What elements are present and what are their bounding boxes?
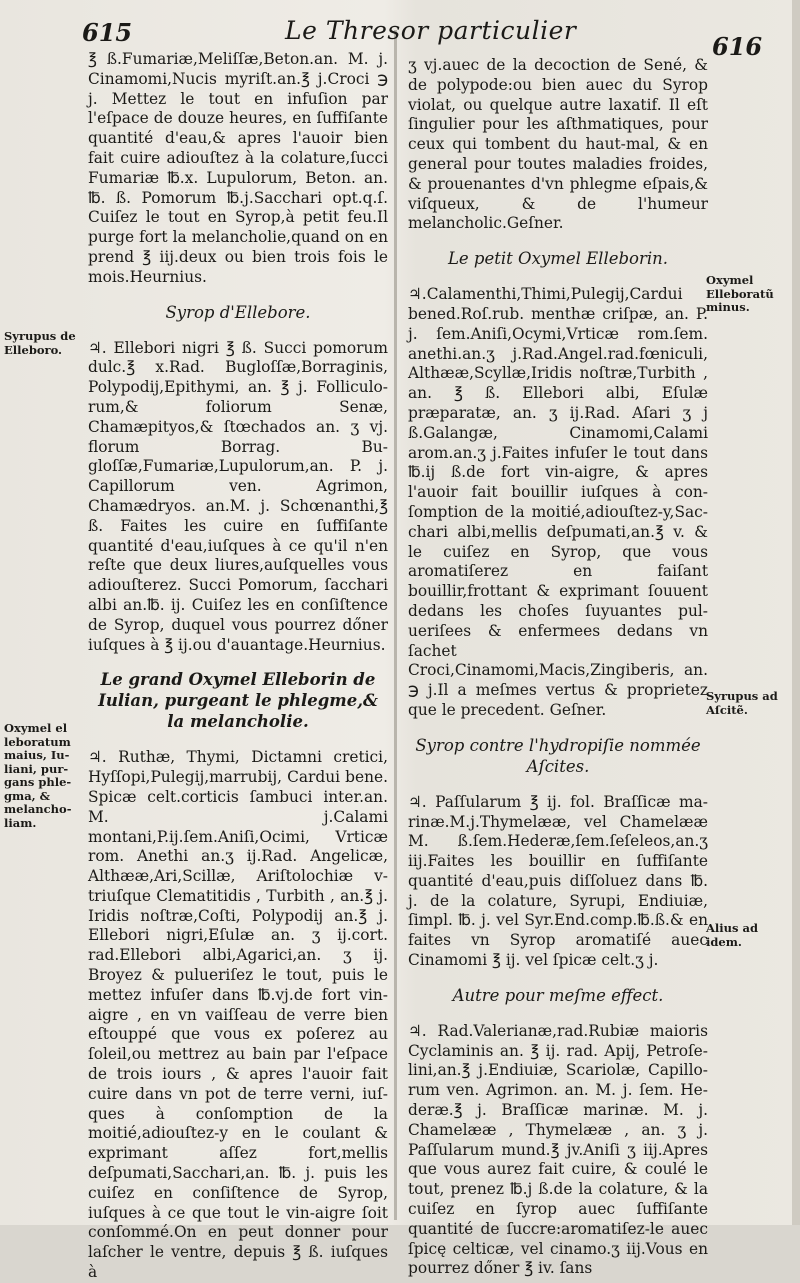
page-number-right: 616 xyxy=(712,32,763,61)
paragraph: ʒ vj.auec de la decoction de Sené, & de polypode:ou bien auec du Syrop violat, ou quelque autre laxatif. Il eſt ſingulier pour les aſthmatiques, pour ceux qui tombent du haut-mal, & en general pour toutes maladies froides, & prouenantes d'vn phlegme eſpais,& viſqueux, & de l'humeur melancholic.Geſner. xyxy=(408,56,708,233)
section-heading: Syrop contre l'hydropiſie nommée Aſcites. xyxy=(415,735,701,776)
section-heading: Syrop d'Ellebore. xyxy=(165,302,311,322)
page-gutter xyxy=(394,30,397,1220)
page-edge xyxy=(792,0,800,1225)
running-title: Le Thresor particulier xyxy=(285,16,577,45)
paragraph: ♃.Calamenthi,Thimi,Pulegij,Cardui bened.Roſ.rub. menthæ criſpæ, an. P. j. ſem.Aniſi,Ocymi,Vrticæ rom.ſem. anethi.an.ʒ j.Rad.Angel.rad.fœniculi, Althææ,Scyllæ,Iridis noſtræ,Turbith , an. ℥ ß. Ellebori albi, Eſulæ præparatæ, an. ʒ ij.Rad. Aſari ʒ j ß.Galangæ, Cinamomi,Calami arom.an.ʒ j.Faites infuſer le tout dans ℔.ij ß.de fort vin-aigre, & apres l'auoir fait bouillir iuſques à conſomption de la moitié,adiouſtez-y,Sacchari albi,mellis deſpumati,an.℥ v. & le cuiſez en Syrop, que vous aromatiſerez en faiſant bouillir,frottant & exprimant ſouuent dedans les choſes ſuyuantes pulueriſees & enfermees dedans vn ſachet Croci,Cinamomi,Macis,Zingiberis, an. ℈ j.Il a meſmes vertus & proprietez que le precedent. Geſner. xyxy=(408,285,708,719)
margin-note: Alius ad idem. xyxy=(706,921,758,949)
section-heading: Le petit Oxymel Elleborin. xyxy=(447,249,669,269)
margin-note: Oxymel Elleboratũ minus. xyxy=(706,273,774,314)
left-column xyxy=(88,50,388,1283)
right-column xyxy=(408,56,708,1279)
paragraph: ℥ ß.Fumariæ,Meliſſæ,Beton.an. M. j. Cinamomi,Nucis myriſt.an.℥ j.Croci ℈ j. Mettez le tout en infuſion par l'eſpace de douze heures, en ſuffiſante quantité d'eau,& apres l'auoir bien fait cuire adiouſtez à la colature,ſucci Fumariæ ℔.x. Lupulorum, Beton. an. ℔. ß. Pomorum ℔.j.Sacchari opt.q.ſ. Cuiſez le tout en Syrop,à petit feu.Il purge fort la melancholie,quand on en prend ℥ iij.deux ou bien trois fois le mois.Heurnius. xyxy=(88,50,388,286)
margin-note: Oxymel el leboratum maius, Iuliani, purgans phlegma, & melancholiam. xyxy=(4,721,72,830)
section-heading: Le grand Oxymel Elleborin de Iulian, purgeant le phlegme,& la melancholie. xyxy=(98,670,378,732)
paragraph: ♃. Ruthæ, Thymi, Dictamni cretici, Hyſſopi,Pulegij,marrubij, Cardui bene. Spicæ celt.corticis ſambuci inter.an. M. j.Calami montani,P.ij.ſem.Aniſi,Ocimi, Vrticæ rom. Anethi an.ʒ ij.Rad. Angelicæ, Althææ,Ari,Scillæ, Ariſtolochiæ vtriuſque Clematitidis , Turbith , an.℥ j. Iridis noſtræ,Coſti, Polypodij an.℥ j. Ellebori nigri,Eſulæ an. ʒ ij.cort. rad.Ellebori albi,Agarici,an. ʒ ij. Broyez & pulueriſez le tout, puis le mettez infuſer dans ℔.vj.de fort vin-aigre , en vn vaiſſeau de verre bien eſtouppé que vous ex poſerez au ſoleil,ou mettrez au bain par l'eſpace de trois iours , & apres l'auoir fait cuire dans vn pot de terre verni, iuſques à conſomption de la moitié,adiouſtez-y en le coulant & exprimant aſſez fort,mellis deſpumati,Sacchari,an. ℔. j. puis les cuiſez en conſiſtence de Syrop, iuſques à ce que tout le vin-aigre ſoit conſommé.On en peut donner pour laſcher le ventre, depuis ℥ ß. iuſques à xyxy=(88,748,388,1282)
page-number-left: 615 xyxy=(82,18,133,47)
margin-note: Syrupus ad Aſcitẽ. xyxy=(706,689,778,717)
margin-note: Syrupus de Elleboro. xyxy=(4,329,76,357)
page-header xyxy=(0,6,800,61)
section-heading: Autre pour meſme effect. xyxy=(452,985,664,1005)
paragraph: ♃. Rad.Valerianæ,rad.Rubiæ maioris Cyclaminis an. ℥ ij. rad. Apij, Petroſelini,an.℥ j.Endiuiæ, Scariolæ, Capillorum ven. Agrimon. an. M. j. ſem. Hederæ.℥ j. Braſſicæ marinæ. M. j. Chamelææ , Thymelææ , an. ʒ j. Paſſularum mund.℥ jv.Aniſi ʒ iij.Apres que vous aurez fait cuire, & coulé le tout, prenez ℔.j ß.de la colature, & la cuiſez en ſyrop auec ſuffiſante quantité de ſuccre:aromatiſez-le auec ſpicę celticæ, vel cinamo.ʒ iij.Vous en pourrez dőner ℥ iv. ſans xyxy=(408,1021,708,1278)
paragraph: ♃. Paſſularum ℥ ij. fol. Braſſicæ marinæ.M.j.Thymelææ, vel Chamelææ M. ß.ſem.Hederæ,ſem.ſeſeleos,an.ʒ iij.Faites les bouillir en ſuffiſante quantité d'eau,puis diſſoluez dans ℔. j. de la colature, Syrupi, Endiuiæ, ſimpl. ℔. j. vel Syr.End.comp.℔.ß.& en faites vn Syrop aromatiſé auec Cinamomi ℥ ij. vel ſpicæ celt.ʒ j. xyxy=(408,792,708,970)
paragraph: ♃. Ellebori nigri ℥ ß. Succi pomorum dulc.℥ x.Rad. Bugloſſæ,Borraginis, Polypodij,Epithymi, an. ℥ j. Folliculorum,& foliorum Senæ, Chamæpityos,& ſtœchados an. ʒ vj. florum Borrag. Bugloſſæ,Fumariæ,Lupulorum,an. P. j. Capillorum ven. Agrimon, Chamædryos. an.M. j. Schœnanthi,℥ ß. Faites les cuire en ſuffiſante quantité d'eau,iuſques à ce qu'il n'en reſte que deux liures,auſquelles vous adiouſterez. Succi Pomorum, ſacchari albi an.℔. ij. Cuiſez les en conſiſtence de Syrop, duquel vous pourrez dőner iuſques à ℥ ij.ou d'auantage.Heurnius. xyxy=(88,338,388,654)
